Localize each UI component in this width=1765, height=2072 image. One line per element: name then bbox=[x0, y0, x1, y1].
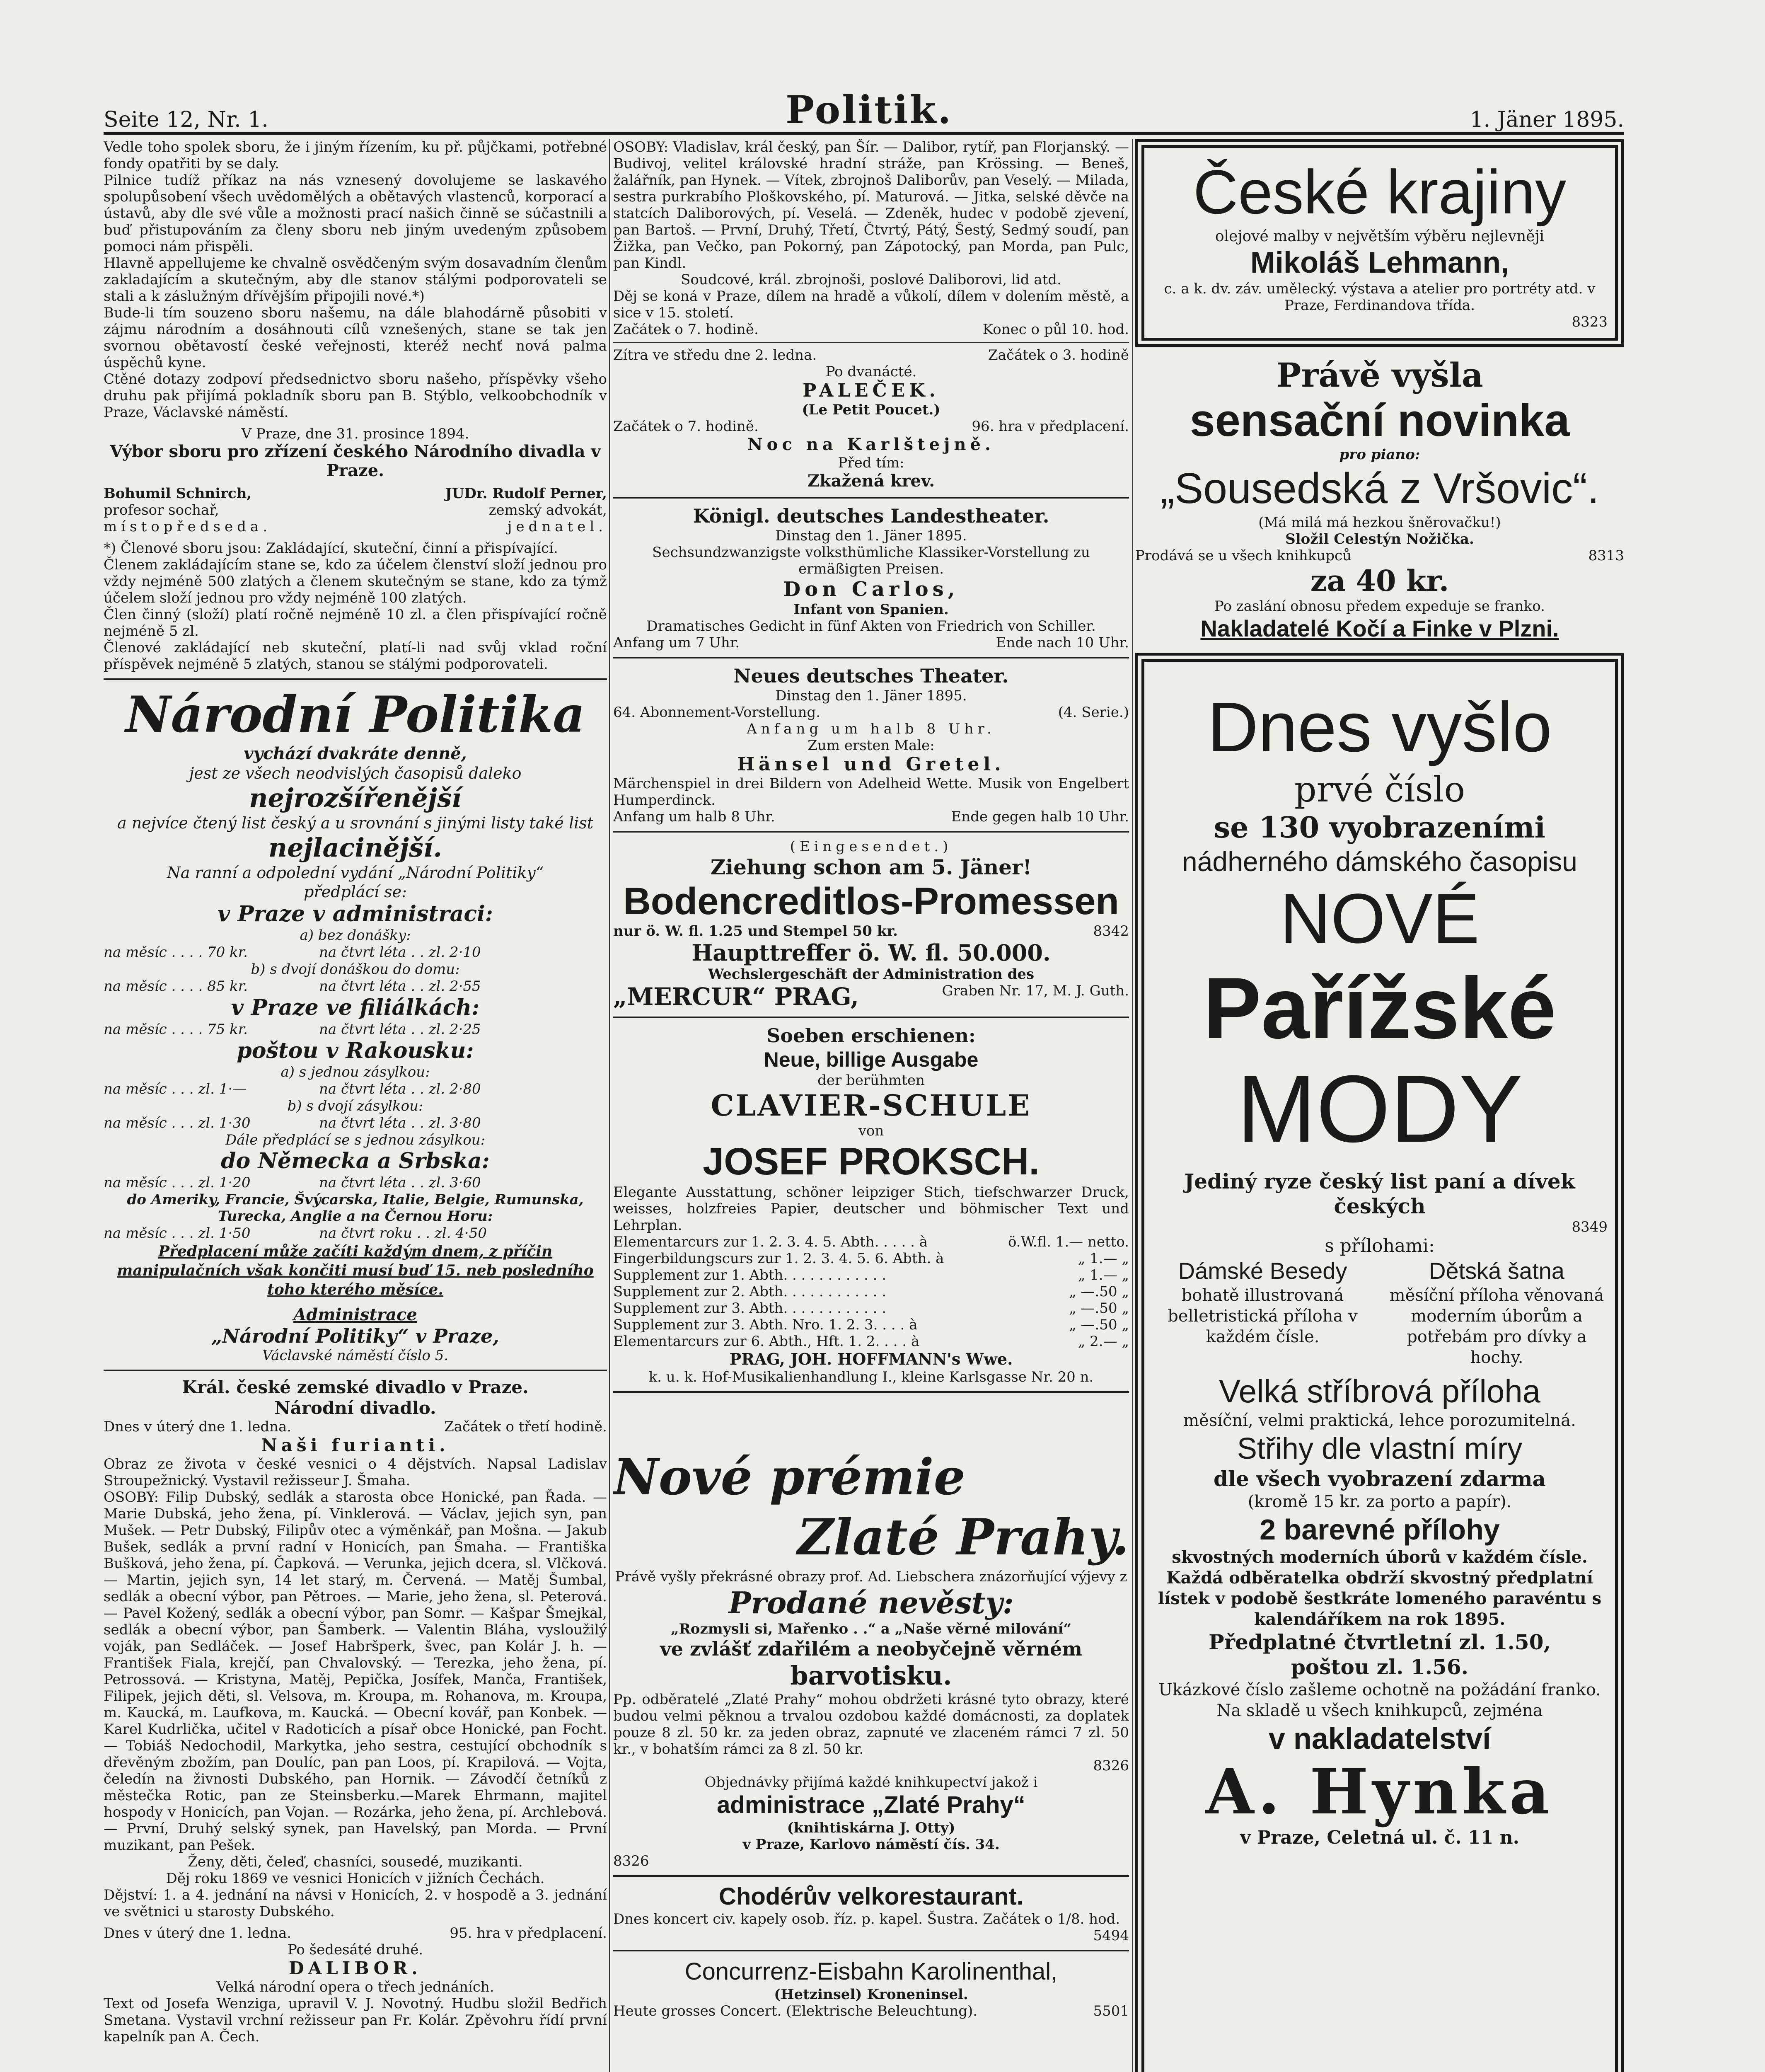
np-adm: Administrace bbox=[293, 1305, 417, 1324]
item-label: Supplement zur 3. Abth. . . . . . . . . . . . bbox=[613, 1300, 887, 1317]
eingesendet: (Eingesendet.) bbox=[790, 838, 953, 855]
chodera-title: Chodérův velkorestaurant. bbox=[719, 1883, 1023, 1910]
np-sub: a) s jednou zásylkou: bbox=[280, 1064, 430, 1080]
publisher: PRAG, JOH. HOFFMANN's Wwe. bbox=[729, 1350, 1013, 1368]
sous-post: Po zaslání obnosu předem expeduje se franko. bbox=[1214, 598, 1545, 615]
divider bbox=[104, 1370, 607, 1371]
time-row bbox=[613, 321, 1129, 338]
item-price: „ —.50 „ bbox=[1069, 1300, 1129, 1317]
chodera-text: Dnes koncert civ. kapely osob. říz. p. kapel. Šustra. Začátek o 1/8. hod. bbox=[613, 1911, 1120, 1927]
ndt-desc: Märchenspiel in drei Bildern von Adelheid Wette. Musik von Engelbert Humperdinck. bbox=[613, 775, 1129, 808]
np-adm: Václavské náměstí číslo 5. bbox=[262, 1347, 449, 1364]
np-line: jest ze všech neodvislých časopisů daleko bbox=[189, 764, 522, 782]
signatures bbox=[104, 485, 607, 535]
price-row bbox=[104, 1225, 607, 1242]
ck-title: České krajiny bbox=[1193, 157, 1567, 227]
price-quarter: na čtvrt léta . . zl. 3·80 bbox=[319, 1115, 481, 1131]
list-item bbox=[613, 1267, 1129, 1283]
time-row bbox=[613, 347, 1129, 363]
publisher-addr: k. u. k. Hof-Musikalienhandlung I., kleine Karlsgasse Nr. 20 n. bbox=[648, 1369, 1094, 1385]
note: Před tím: bbox=[838, 455, 904, 471]
prilohami: s přílohami: bbox=[1325, 1235, 1435, 1256]
list-item bbox=[613, 1300, 1129, 1317]
play-time: Děj roku 1869 ve vesnici Honicích v jižních Čechách. bbox=[166, 1870, 545, 1887]
intro-paragraph: Hlavně appellujeme ke chvalně osvědčeným svým dosavadním členům zakladajícím a skutečným, aby dle stanov stálými podporovateli se stali a k záslužným dřívějším připojili nové.*) bbox=[104, 255, 607, 305]
time-row bbox=[613, 808, 1129, 825]
list-item bbox=[613, 1333, 1129, 1350]
theatre-date: Dnes v úterý dne 1. ledna. bbox=[104, 1418, 292, 1435]
hynek-addr: v Praze, Celetná ul. č. 11 n. bbox=[1240, 1827, 1519, 1848]
np-sub: b) s dvojí donáškou do domu: bbox=[251, 961, 460, 978]
haupttreffer: Haupttreffer ö. W. fl. 50.000. bbox=[691, 939, 1051, 966]
committee-title: Výbor sboru pro zřízení českého Národního divadla v Praze. bbox=[110, 442, 601, 480]
kazda: Každá odběratelka obdrží skvostný předplatní lístek v podobě šestkráte lomeného paravéntu s kalendáříkem na rok 1895. bbox=[1158, 1568, 1602, 1629]
sous-sale: Prodává se u všech knihkupců bbox=[1135, 547, 1352, 564]
list-item bbox=[613, 1250, 1129, 1267]
sous-row bbox=[1135, 547, 1624, 564]
theatre-start: Začátek o třetí hodině. bbox=[444, 1418, 607, 1435]
intro-paragraph: Vedle toho spolek sboru, že i jiným řízením, ku př. půjčkami, potřebné fondy opatřiti by se daly. bbox=[104, 139, 607, 172]
db-text: bohatě illustrovaná belletristická příloha v každém čísle. bbox=[1168, 1286, 1358, 1346]
zp-text: Pp. odběratelé „Zlaté Prahy“ mohou obdržeti krásné tyto obrazy, které budou velmi pěknou a trvalou ozdobou každé domácnosti, za doplatek pouze 8 zl. 50 kr. za jeden obraz, zapnuté ve zlaceném rámci 7 zl. 50 kr., v bohatším rámci za 8 zl. 50 kr. bbox=[613, 1691, 1129, 1757]
price-month: na měsíc . . . . 75 kr. bbox=[104, 1021, 248, 1038]
list-item bbox=[613, 1234, 1129, 1250]
divider bbox=[613, 657, 1129, 658]
start-time: Anfang um halb 8 Uhr. bbox=[613, 808, 775, 825]
item-price: „ 2.— „ bbox=[1078, 1333, 1129, 1350]
play-credits: Text od Josefa Wenziga, upravil V. J. Novotný. Hudbu složil Bedřich Smetana. Vystavil vrchní režisseur pan Fr. Kolár. Zpěvohru řídí první kapelník pan A. Čech. bbox=[104, 1995, 607, 2045]
predplatne2: poštou zl. 1.56. bbox=[1291, 1655, 1469, 1679]
item-label: Supplement zur 1. Abth. . . . . . . . . . . . bbox=[613, 1267, 887, 1283]
ad-number: 8326 bbox=[1093, 1757, 1129, 1774]
concurrenz-sub: (Hetzinsel) Kroneninsel. bbox=[774, 1986, 968, 2003]
divider bbox=[613, 1950, 1129, 1951]
detska-satna: Dětská šatna bbox=[1429, 1258, 1564, 1284]
sous-pub: Nakladatelé Kočí a Finke v Plzni. bbox=[1200, 615, 1559, 641]
abo: 64. Abonnement-Vorstellung. bbox=[613, 704, 821, 721]
divider bbox=[613, 1875, 1129, 1877]
item-label: Supplement zur 2. Abth. . . . . . . . . . . . bbox=[613, 1283, 887, 1300]
neue-ausgabe: Neue, billige Ausgabe bbox=[764, 1048, 979, 1071]
time-row bbox=[613, 634, 1129, 651]
play-note: Po šedesáté druhé. bbox=[287, 1941, 423, 1958]
divider bbox=[613, 1391, 1129, 1393]
der-beruehmten: der berühmten bbox=[817, 1072, 925, 1089]
damske-besedy: Dámské Besedy bbox=[1178, 1258, 1347, 1284]
tomorrow: Zítra ve středu dne 2. ledna. bbox=[613, 347, 817, 363]
divider bbox=[104, 678, 607, 680]
item-price: „ —.50 „ bbox=[1069, 1283, 1129, 1300]
zp-addr: v Praze, Karlovo náměstí čís. 34. bbox=[742, 1836, 1000, 1853]
price-quarter: na čtvrt roku . . zl. 4·50 bbox=[319, 1225, 487, 1242]
theatre-listing bbox=[104, 1377, 607, 2045]
ndt-first: Zum ersten Male: bbox=[808, 737, 935, 754]
ziehung: Ziehung schon am 5. Jäner! bbox=[710, 855, 1032, 879]
strihy: Střihy dle vlastní míry bbox=[1237, 1432, 1523, 1465]
end-time: Konec o půl 10. hod. bbox=[982, 321, 1129, 338]
play-title: Noc na Karlštejně. bbox=[747, 435, 995, 454]
ck-text: c. a k. dv. záv. umělecký. výstava a atelier pro portréty atd. v Praze, Ferdinandova třída. bbox=[1164, 281, 1596, 314]
zp-text: Právě vyšly překrásné obrazy prof. Ad. Liebschera znázorňující výjevy z bbox=[615, 1569, 1127, 1585]
ldt-title: Königl. deutsches Landestheater. bbox=[693, 505, 1049, 527]
barevne: 2 barevné přílohy bbox=[1260, 1513, 1500, 1546]
play-title: Zkažená krev. bbox=[807, 471, 935, 491]
page-header bbox=[104, 89, 1624, 135]
ldt-desc: Dramatisches Gedicht in fünf Akten von Friedrich von Schiller. bbox=[646, 618, 1096, 634]
zp-text: Objednávky přijímá každé knihkupectví jakož i bbox=[704, 1774, 1038, 1791]
footnote: Člen činný (složí) platí ročně nejméně 10 zl. a člen přispívající ročně nejméně 5 zl. bbox=[104, 606, 607, 639]
bod-row bbox=[613, 923, 1129, 939]
zp-bar: barvotisku. bbox=[790, 1661, 952, 1691]
divider bbox=[613, 831, 1129, 833]
column-right bbox=[1135, 139, 1624, 2072]
theatre-subtitle: Národní divadlo. bbox=[274, 1398, 436, 1418]
serie: (4. Serie.) bbox=[1058, 704, 1129, 721]
end-time: Ende gegen halb 10 Uhr. bbox=[951, 808, 1129, 825]
signature-name: JUDr. Rudolf Perner, bbox=[445, 485, 607, 502]
sous-by: Složil Celestýn Nožička. bbox=[1285, 531, 1474, 547]
start-time: Začátek o 3. hodině bbox=[988, 347, 1129, 363]
theatre-sub: 95. hra v předplacení. bbox=[450, 1925, 607, 1941]
mercur-addr: Graben Nr. 17, M. J. Guth. bbox=[942, 983, 1129, 999]
signature-left bbox=[104, 485, 271, 535]
signature-name: Bohumil Schnirch, bbox=[104, 485, 252, 502]
ukazkove: Ukázkové číslo zašleme ochotně na požádání franko. bbox=[1158, 1680, 1601, 1699]
footnote: Členové zakládající neb skuteční, platí-li nad svůj vklad roční příspěvek nejméně 5 zlatých, stanou se stálými podporovateli. bbox=[104, 639, 607, 673]
zp-admin: administrace „Zlaté Prahy“ bbox=[717, 1791, 1025, 1818]
ad-number: 5494 bbox=[1093, 1927, 1129, 1944]
prve-cislo: prvé číslo bbox=[1294, 769, 1465, 810]
supplement-left bbox=[1152, 1257, 1373, 1368]
ldt-play: Don Carlos, bbox=[783, 578, 959, 601]
zp-quote: „Rozmysli si, Mařenko . .“ a „Naše věrné milování“ bbox=[670, 1621, 1072, 1637]
price-quarter: na čtvrt léta . . zl. 2·25 bbox=[319, 1021, 481, 1038]
signature-right bbox=[445, 485, 607, 535]
ad-number: 8326 bbox=[613, 1853, 649, 1869]
ldt-date: Dinstag den 1. Jäner 1895. bbox=[775, 528, 967, 544]
abo-row bbox=[613, 704, 1129, 721]
price-row bbox=[104, 978, 607, 995]
price-row bbox=[104, 1021, 607, 1038]
item-price: ö.W.fl. 1.— netto. bbox=[1008, 1234, 1129, 1250]
price-row bbox=[104, 1114, 607, 1132]
price-month: na měsíc . . . . 85 kr. bbox=[104, 978, 248, 995]
np-title: Národní Politika bbox=[125, 685, 585, 744]
mercur-row bbox=[613, 983, 1129, 1011]
v-nakladatelstvi: v nakladatelství bbox=[1268, 1722, 1491, 1755]
price-quarter: na čtvrt léta . . zl. 2·10 bbox=[319, 944, 481, 961]
theatre-row bbox=[104, 1925, 607, 1941]
sous-quote: (Má milá má hezkou šněrovačku!) bbox=[1258, 514, 1501, 531]
price-month: na měsíc . . . zl. 1·50 bbox=[104, 1225, 251, 1242]
zlata-praha-title: Zlaté Prahy. bbox=[797, 1508, 1129, 1566]
np-sub: a) bez donášky: bbox=[300, 927, 411, 944]
concurrenz-title: Concurrenz-Eisbahn Karolinenthal, bbox=[684, 1958, 1058, 1985]
predplatne: Předplatné čtvrtletní zl. 1.50, bbox=[1209, 1630, 1551, 1654]
np-line: vychází dvakráte denně, bbox=[244, 744, 467, 763]
ndt-play: Hänsel und Gretel. bbox=[737, 754, 1005, 775]
item-price: „ 1.— „ bbox=[1078, 1267, 1129, 1283]
np-sub: Dále předplácí se s jednou zásylkou: bbox=[225, 1132, 486, 1148]
np-sub: b) s dvojí zásylkou: bbox=[287, 1098, 423, 1114]
prave-vysla: Právě vyšla bbox=[1276, 356, 1483, 395]
bod-price: nur ö. W. fl. 1.25 und Stempel 50 kr. bbox=[613, 923, 898, 939]
wechsler: Wechslergeschäft der Administration des bbox=[708, 966, 1035, 983]
clavier-schule: CLAVIER-SCHULE bbox=[711, 1088, 1032, 1123]
divider bbox=[613, 1017, 1129, 1018]
ad-number: 8342 bbox=[1093, 923, 1129, 939]
concurrenz-text: Heute grosses Concert. (Elektrische Beleuchtung). bbox=[613, 2003, 978, 2019]
clavier-desc: Elegante Ausstattung, schöner leipziger Stich, tiefschwarzer Druck, weisses, holzfreies Papier, deutscher und böhmischer Text und Lehrplan. bbox=[613, 1184, 1129, 1234]
start-time: Začátek o 7. hodině. bbox=[613, 418, 759, 435]
column-divider-2 bbox=[1132, 139, 1133, 2072]
item-label: Elementarcurs zur 6. Abth., Hft. 1. 2. . . . à bbox=[613, 1333, 920, 1350]
pro-piano: pro piano: bbox=[1339, 446, 1420, 463]
page-number: Seite 12, Nr. 1. bbox=[104, 107, 268, 132]
play-cast: OSOBY: Filip Dubský, sedlák a starosta obce Honické, pan Řada. — Marie Dubská, jeho žena, pí. Vinklerová. — Václav, jejich syn, pan Mušek. — Petr Dubský, Filipův otec a výměnkář, pan Mošna. — Jakub Bušek, sedlák a první radní v Honicích, pan Šmaha. — Františka Bušková, jeho žena, pí. Čapková. — Verunka, jejich dcera, sl. Vlčková. — Martin, jejich syn, 14 let starý, m. Červená. — Matěj Šumbal, sedlák a obecní výbor, pan Pětroes. — Marie, jeho žena, sl. Peterová. — Pavel Kožený, sedlák a obecní výbor, pan Somr. — Kašpar Šmejkal, sedlák a obecní výbor, pan Šamberk. — Valentin Bláha, vysloužilý voják, pan Sedláček. — Josef Habršperk, švec, pan Kolár J. h. — František Fiala, krejčí, pan Chvalovský. — Terezka, jeho žena, pí. Petrossová. — Kristyna, Matěj, Pepička, Josífek, Manča, František, Filipek, jejich děti, sl. Velsova, m. Kroupa, m. Rohanova, m. Kroupa, m. Kaucká, m. Laufkova, m. Kaucká. — Obecní kovář, pan Konbek. — Karel Kudrlička, učitel v Radoticích a písař obce Honické, pan Focht. — Tobiáš Nedochodil, Markytka, jeho sestra, cestující obchodník s dřevěným zbožím, pan Doulíc, pan pan Loos, pí. Krapilová. — Vojta, čeledín na živnosti Dubského, pan Hornik. — Závodčí četníků z městečka Rotic, pan ze Steinsberku.—Marek Ehrmann, majitel hospody v Honicích, pan Vojan. — Rozárka, jeho žena, pí. Archlebová. — První, Druhý selský synek, pan Havelský, pan Morda. — První muzikant, pan Pešek. bbox=[104, 1489, 607, 1854]
signature-role: profesor sochař, bbox=[104, 502, 219, 518]
cast-extra: Soudcové, král. zbrojnoši, poslové Daliborovi, lid atd. bbox=[681, 271, 1061, 288]
intro-paragraph: Pilnice tudíž příkaz na nás vznesený dovolujeme se laskavého spolupůsobení všech uvědomělých a obětavých vlastenců, korporací a ústavů, aby dle své vůle a možnosti prací našich činně se súčastnili a buď přistupováním za členy sboru neb jiným uvedeným způsobem pomoci nám přispěli. bbox=[104, 172, 607, 255]
zp-prodana: Prodané nevěsty: bbox=[728, 1585, 1014, 1620]
np-line: nejlacinější. bbox=[268, 833, 442, 863]
item-label: Supplement zur 3. Abth. Nro. 1. 2. 3. . . . à bbox=[613, 1317, 918, 1333]
strihy2: dle všech vyobrazení zdarma bbox=[1214, 1467, 1546, 1491]
theatre-date: Dnes v úterý dne 1. ledna. bbox=[104, 1925, 292, 1941]
time-row bbox=[613, 418, 1129, 435]
item-label: Fingerbildungscurs zur 1. 2. 3. 4. 5. 6. Abth. à bbox=[613, 1250, 944, 1267]
mody: MODY bbox=[1237, 1055, 1523, 1162]
spacer bbox=[613, 1399, 1129, 1448]
concurrenz-row bbox=[613, 2003, 1129, 2019]
narodni-politika-ad bbox=[104, 686, 607, 1364]
mercur: „MERCUR“ PRAG, bbox=[613, 983, 859, 1011]
bodencredit-title: Bodencreditlos-Promessen bbox=[623, 880, 1119, 922]
nadherneho: nádherného dámského časopisu bbox=[1182, 846, 1577, 877]
intro-paragraph: Ctěné dotazy zodpoví předsednictvo sboru našeho, příspěvky všeho druhu pak přijímá pokladník sboru pan B. Stýblo, velkoobchodník v Praze, Václavské náměstí. bbox=[104, 371, 607, 421]
np-adm: „Národní Politiky“ v Praze, bbox=[211, 1325, 500, 1347]
setting: Děj se koná v Praze, dílem na hradě a vůkolí, dílem v dolením městě, a sice v 15. století. bbox=[613, 288, 1129, 321]
play-title: DALIBOR. bbox=[289, 1958, 422, 1978]
divider bbox=[613, 342, 1129, 343]
np-line: předplácí se: bbox=[304, 883, 407, 901]
footnotes bbox=[104, 540, 607, 673]
item-price: „ 1.— „ bbox=[1078, 1250, 1129, 1267]
divider bbox=[613, 497, 1129, 499]
note: Po dvanácté. bbox=[825, 363, 917, 380]
intro-paragraph: Bude-li tím souzeno sboru našemu, na dále blahodárně působiti v zájmu národním a dosáhnouti cílů vznešených, stane se tak jen svornou obětavostí české veřejnosti, kteréž nechť nová palma úspěchů kyne. bbox=[104, 305, 607, 371]
footnote: *) Členové sboru jsou: Zakládající, skuteční, činní a přispívající. bbox=[104, 540, 558, 557]
ldt-play2: Infant von Spanien. bbox=[793, 601, 949, 618]
ad-number: 8323 bbox=[1572, 314, 1608, 330]
price-quarter: na čtvrt léta . . zl. 2·55 bbox=[319, 978, 481, 995]
dnes-vyslo: Dnes vyšlo bbox=[1207, 688, 1552, 767]
np-note: Předplacení může začíti každým dnem, z příčin manipulačních však končiti musí buď 15. neb posledního toho kterého měsíce. bbox=[117, 1243, 594, 1298]
zp-bar: ve zvlášť zdařilém a neobyčejně věrném bbox=[660, 1638, 1082, 1660]
price-quarter: na čtvrt léta . . zl. 3·60 bbox=[319, 1174, 481, 1191]
supplements bbox=[1152, 1257, 1608, 1368]
nove: NOVÉ bbox=[1280, 879, 1480, 958]
na-sklade: Na skladě u všech knihkupců, zejména bbox=[1216, 1701, 1543, 1720]
price-quarter: na čtvrt léta . . zl. 2·80 bbox=[319, 1081, 481, 1097]
zlata-praha-title: Nové prémie bbox=[613, 1448, 965, 1506]
start-time: Anfang um 7 Uhr. bbox=[613, 634, 740, 651]
ndt-start: Anfang um halb 8 Uhr. bbox=[747, 721, 996, 737]
column-divider-1 bbox=[609, 139, 610, 2072]
sensacni-novinka: sensační novinka bbox=[1190, 395, 1570, 446]
np-sub: do Ameriky, Francie, Švýcarska, Italie, Belgie, Rumunska, Turecka, Anglie a na Černou Horu: bbox=[127, 1191, 584, 1225]
a-hynka: A. Hynka bbox=[1206, 1755, 1554, 1828]
supplement-right bbox=[1386, 1257, 1608, 1368]
np-line: Na ranní a odpolední vydání „Národní Politiky“ bbox=[167, 864, 544, 882]
play-title: PALEČEK. bbox=[803, 380, 940, 401]
play-subtitle: (Le Petit Poucet.) bbox=[802, 402, 941, 418]
vsp-text: měsíční, velmi praktická, lehce porozumitelná. bbox=[1183, 1411, 1576, 1430]
start-time: Začátek o 7. hodině. bbox=[613, 321, 759, 338]
issue-date: 1. Jäner 1895. bbox=[1470, 107, 1624, 132]
list-item bbox=[613, 1283, 1129, 1300]
price-row bbox=[104, 1174, 607, 1191]
ndt-date: Dinstag den 1. Jäner 1895. bbox=[775, 687, 967, 704]
ad-number: 8349 bbox=[1572, 1219, 1608, 1235]
play-desc: Velká národní opera o třech jednáních. bbox=[216, 1979, 494, 1995]
signature-role: místopředseda. bbox=[104, 518, 272, 535]
footnote: Členem zakládajícím stane se, kdo za účelem členství složí jednou pro vždy nejméně 500 zlatých a členem skutečným se stane, kdo za týmž účelem složí jednou pro vždy nejméně 100 zlatých. bbox=[104, 557, 607, 606]
velka-priloha: Velká stříbrová příloha bbox=[1219, 1373, 1541, 1409]
parizske-mody-ad bbox=[1135, 653, 1624, 2072]
soeben: Soeben erschienen: bbox=[766, 1024, 976, 1047]
price-row bbox=[104, 1080, 607, 1098]
strihy3: (kromě 15 kr. za porto a papír). bbox=[1248, 1492, 1512, 1511]
ndt-title: Neues deutsches Theater. bbox=[733, 665, 1009, 687]
ck-text: olejové malby v největším výběru nejlevněji bbox=[1215, 228, 1545, 245]
np-line: a nejvíce čtený list český a u srovnání s jinými listy také list bbox=[117, 814, 594, 832]
ad-number: 8313 bbox=[1588, 547, 1624, 564]
column-left bbox=[104, 139, 607, 2072]
jediny: Jediný ryze český list paní a dívek českých bbox=[1184, 1169, 1575, 1218]
np-line: nejrozšířenější bbox=[249, 783, 462, 813]
ceske-krajiny-ad bbox=[1135, 139, 1624, 347]
np-heading: v Praze v administraci: bbox=[218, 901, 493, 927]
np-heading: do Německa a Srbska: bbox=[221, 1148, 490, 1174]
price-month: na měsíc . . . zl. 1·30 bbox=[104, 1115, 251, 1131]
item-price: „ —.50 „ bbox=[1069, 1317, 1129, 1333]
von: von bbox=[858, 1123, 884, 1139]
theatre-title: Král. české zemské divadlo v Praze. bbox=[182, 1377, 529, 1397]
price-month: na měsíc . . . zl. 1·— bbox=[104, 1081, 247, 1097]
ldt-cycle: Sechsundzwanzigste volksthümliche Klassiker-Vorstellung zu ermäßigten Preisen. bbox=[652, 544, 1090, 577]
np-heading: poštou v Rakousku: bbox=[237, 1038, 474, 1063]
sousedska: „Sousedská z Vršovic“. bbox=[1160, 465, 1599, 513]
np-heading: v Praze ve filiálkách: bbox=[231, 995, 480, 1020]
item-label: Elementarcurs zur 1. 2. 3. 4. 5. Abth. . . . . à bbox=[613, 1234, 928, 1250]
play-acts: Dějství: 1. a 4. jednání na návsi v Honicích, 2. v hospodě a 3. jednání ve světnici u starosty Dubského. bbox=[104, 1887, 607, 1920]
josef-proksch: JOSEF PROKSCH. bbox=[703, 1140, 1040, 1183]
subscription: 96. hra v předplacení. bbox=[972, 418, 1129, 435]
parizske: Pařížské bbox=[1203, 959, 1557, 1057]
ds-text: měsíční příloha věnovaná moderním úborům a potřebám pro dívky a hochy. bbox=[1389, 1286, 1604, 1367]
cast-list: OSOBY: Vladislav, král český, pan Šír. — Dalibor, rytíř, pan Florjanský. — Budivoj, velitel královské hradní stráže, pan Krössing. — Beneš, žalářník, pan Hynek. — Vítek, zbrojnoš Daliborův, pan Veselý. — Milada, sestra purkrabího Ploškovského, pí. Maturová. — Jitka, selské děvče na statcích Daliborových, pí. Veselá. — Zdeněk, hudec v podobě zjevení, pan Bartoš. — První, Druhý, Třetí, Čtvrtý, Pátý, Šestý, Sedmý soudí, pan Žižka, pan Večko, pan Pokorný, pan Zápotocký, pan Morda, pan Pulc, pan Kindl. bbox=[613, 139, 1129, 271]
clavier-items bbox=[613, 1234, 1129, 1350]
column-middle bbox=[613, 139, 1129, 2072]
ck-name: Mikoláš Lehmann, bbox=[1250, 246, 1509, 279]
play-cast: Ženy, děti, čeleď, chasníci, sousedé, muzikanti. bbox=[188, 1854, 523, 1870]
vyobrazeni: se 130 vyobrazeními bbox=[1214, 810, 1546, 845]
signature-role: jednatel. bbox=[507, 518, 607, 535]
end-time: Ende nach 10 Uhr. bbox=[996, 634, 1129, 651]
price-month: na měsíc . . . zl. 1·20 bbox=[104, 1174, 251, 1191]
dateline: V Praze, dne 31. prosince 1894. bbox=[241, 426, 469, 442]
price-row bbox=[104, 944, 607, 961]
ad-number: 5501 bbox=[1093, 2003, 1129, 2019]
sous-price: za 40 kr. bbox=[1310, 564, 1449, 598]
signature-role: zemský advokát, bbox=[488, 502, 607, 518]
theatre-row bbox=[104, 1418, 607, 1435]
masthead-title: Politik. bbox=[786, 87, 953, 132]
barevne-text: skvostných moderních úborů v každém čísle. bbox=[1172, 1547, 1588, 1567]
play-desc: Obraz ze života v české vesnici o 4 dějstvích. Napsal Ladislav Stroupežnický. Vystavil režisseur J. Šmaha. bbox=[104, 1456, 607, 1489]
play-title: Naši furianti. bbox=[261, 1435, 450, 1455]
price-month: na měsíc . . . . 70 kr. bbox=[104, 944, 248, 961]
list-item bbox=[613, 1317, 1129, 1333]
zp-knih: (knihtiskárna J. Otty) bbox=[787, 1820, 955, 1836]
